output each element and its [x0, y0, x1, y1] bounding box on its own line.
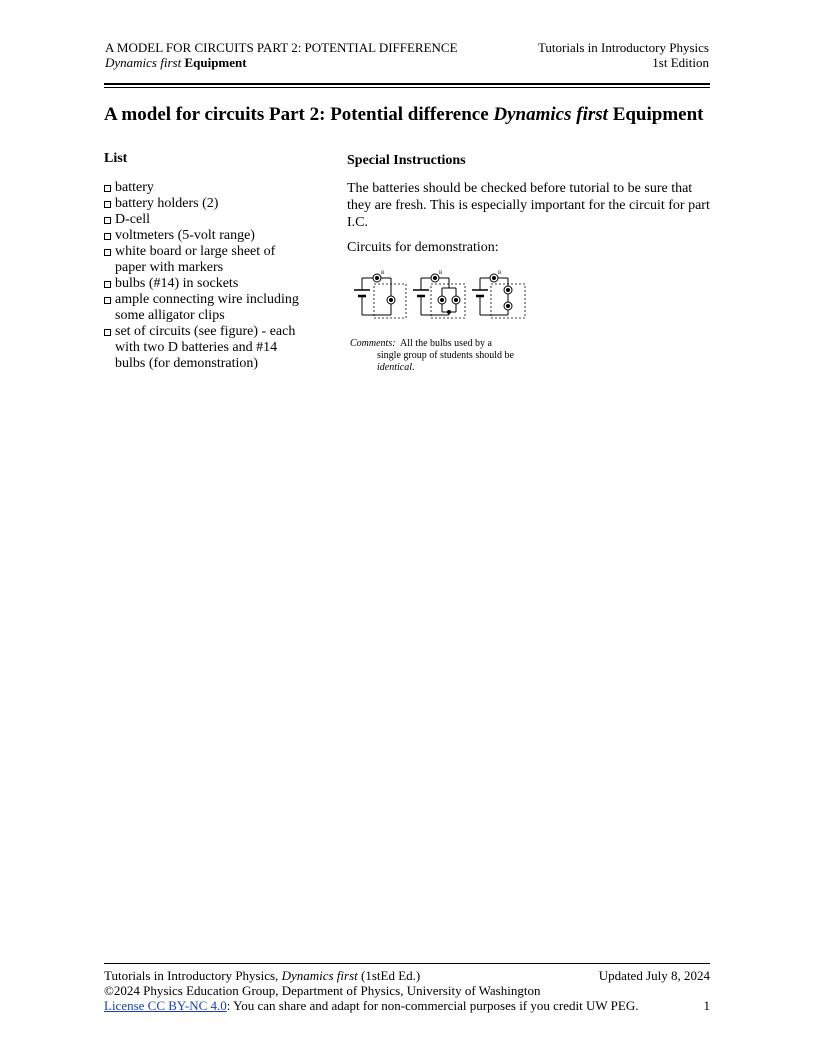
list-item-label: set of circuits (see figure) - each with two D batteries and #14 bulbs (for demonstration) — [115, 324, 296, 371]
title-italic: Dynamics first — [493, 104, 608, 125]
list-item — [104, 324, 309, 372]
license-link[interactable]: License CC BY-NC 4.0 — [104, 998, 227, 1013]
equipment-list — [104, 180, 309, 372]
header-rule-thick — [104, 83, 710, 85]
list-item — [104, 196, 309, 212]
header-book-italic: Dynamics first — [105, 55, 182, 70]
bulb-label: B — [498, 271, 502, 276]
header-book-title: Tutorials in Introductory Physics — [537, 40, 709, 55]
license-text: : You can share and adapt for non-commercial purposes if you credit UW PEG. — [226, 998, 639, 1013]
page-footer — [104, 968, 710, 1013]
footer-rule — [104, 963, 710, 964]
checkbox-icon — [104, 281, 111, 288]
list-item-label: battery — [115, 180, 154, 195]
circuit-2 — [413, 274, 465, 318]
footer-book-prefix: Tutorials in Introductory Physics, — [104, 968, 282, 983]
page-title — [104, 104, 704, 126]
bulb-label: B — [439, 271, 443, 276]
demo-circuits-figure — [347, 266, 532, 328]
list-item — [104, 276, 309, 292]
footer-updated: Updated July 8, 2024 — [598, 968, 710, 983]
list-item — [104, 180, 309, 196]
checkbox-icon — [104, 249, 111, 256]
list-item-label: white board or large sheet of paper with markers — [115, 244, 276, 275]
circuit-1 — [354, 274, 406, 318]
checkbox-icon — [104, 217, 111, 224]
header-chapter-title: A MODEL FOR CIRCUITS PART 2: POTENTIAL DIFFERENCE — [105, 40, 458, 55]
header-section — [105, 55, 458, 70]
footer-book-suffix: (1stEd Ed.) — [357, 968, 421, 983]
checkbox-icon — [104, 201, 111, 208]
checkbox-icon — [104, 297, 111, 304]
comments-line2: single group of students should be — [377, 350, 514, 361]
list-item-label: battery holders (2) — [115, 196, 219, 211]
comments-label: Comments: — [350, 338, 396, 349]
running-header-right — [538, 40, 709, 70]
circuit-3 — [472, 274, 525, 318]
footer-license-line — [104, 998, 710, 1013]
footer-copyright: ©2024 Physics Education Group, Department of Physics, University of Washington — [104, 983, 541, 998]
list-item — [104, 292, 309, 324]
header-edition: 1st Edition — [652, 55, 709, 70]
list-item — [104, 244, 309, 276]
special-instructions-heading: Special Instructions — [347, 153, 466, 168]
list-item-label: voltmeters (5-volt range) — [115, 228, 255, 243]
list-item-label: bulbs (#14) in sockets — [115, 276, 239, 291]
list-item — [104, 212, 309, 228]
comments-identical: identical — [377, 362, 412, 373]
special-instructions-text: The batteries should be checked before tutorial to be sure that they are fresh. This is especially important for the circuit for part I.C. — [347, 181, 710, 230]
list-heading: List — [104, 151, 128, 166]
comments-period: . — [412, 362, 415, 373]
comments-note — [350, 338, 530, 374]
header-rule-thin — [104, 87, 710, 88]
page-number: 1 — [703, 998, 710, 1013]
checkbox-icon — [104, 329, 111, 336]
header-section-bold: Equipment — [184, 55, 247, 70]
list-item-label: ample connecting wire including some alligator clips — [115, 292, 299, 323]
comments-line1: All the bulbs used by a — [400, 338, 492, 349]
running-header-left — [105, 40, 458, 70]
checkbox-icon — [104, 185, 111, 192]
checkbox-icon — [104, 233, 111, 240]
bulb-label: B — [381, 271, 385, 276]
title-main: A model for circuits Part 2: Potential difference — [104, 104, 494, 125]
list-item-label: D-cell — [115, 212, 150, 227]
footer-book-italic: Dynamics first — [281, 968, 358, 983]
title-tail: Equipment — [607, 104, 704, 125]
comments-line3 — [350, 362, 530, 374]
demo-label: Circuits for demonstration: — [347, 240, 499, 255]
list-item — [104, 228, 309, 244]
